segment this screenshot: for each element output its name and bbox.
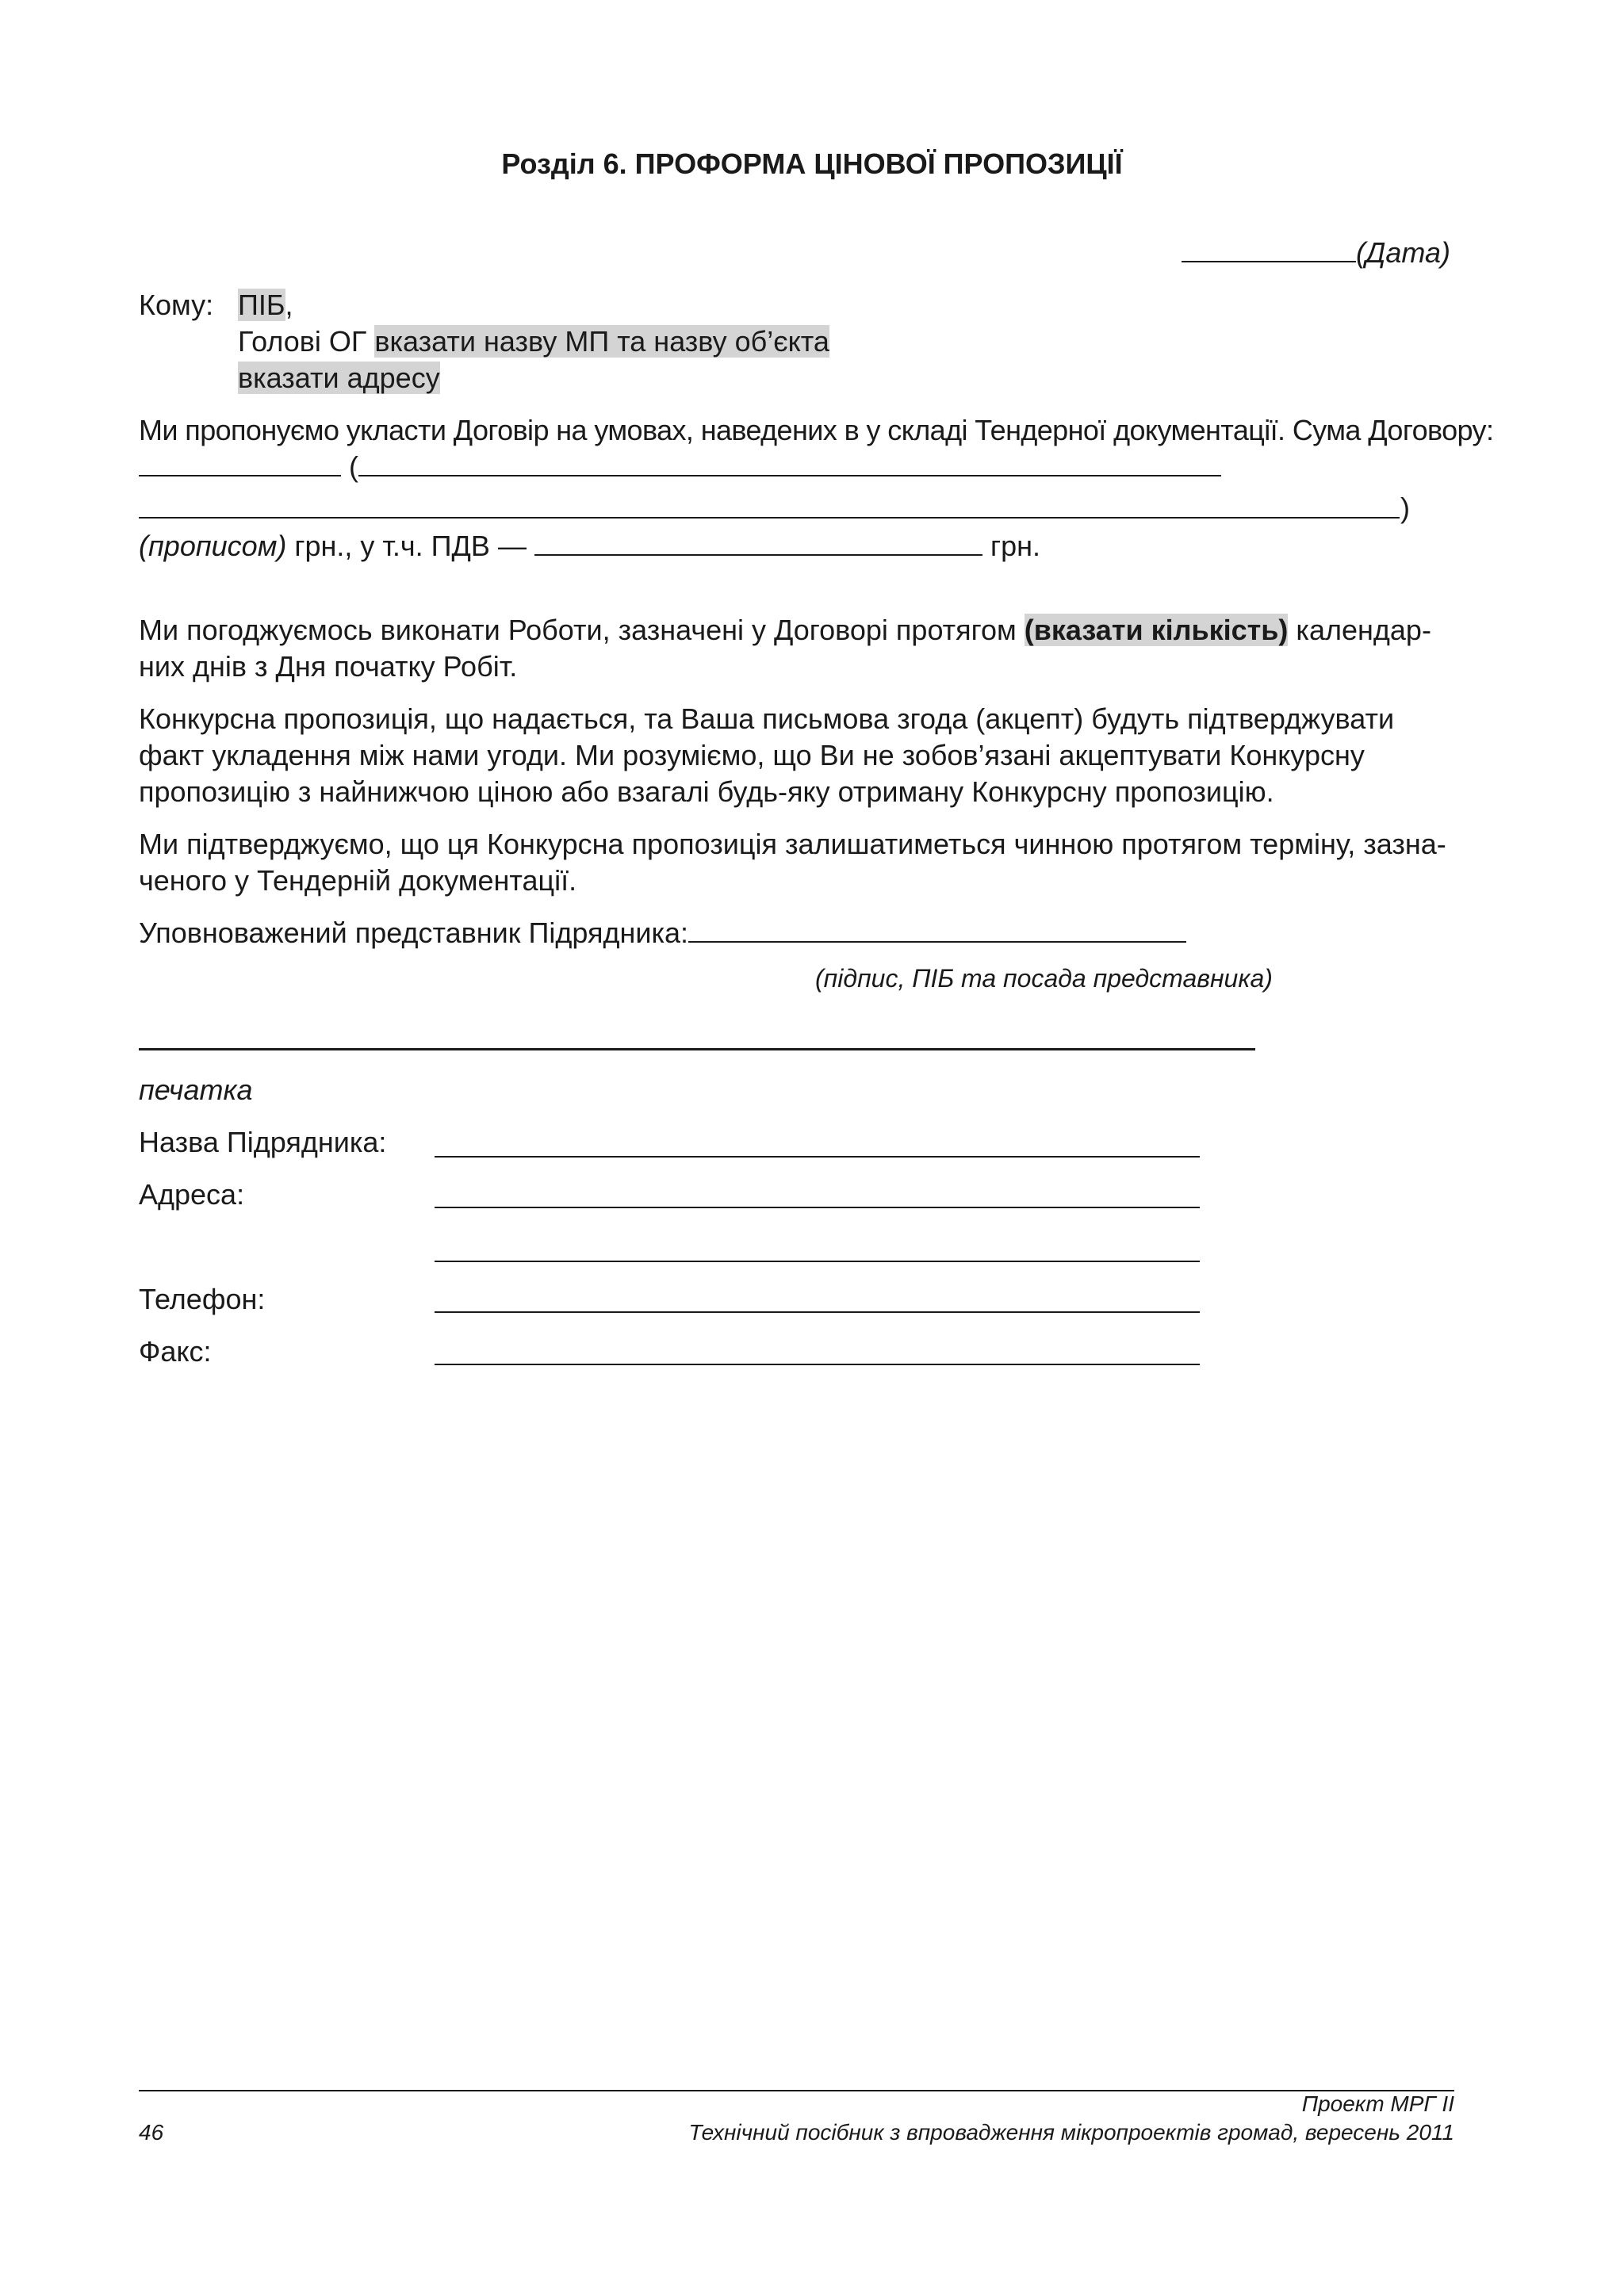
fax-blank[interactable] — [435, 1364, 1200, 1365]
vat-text: грн., у т.ч. ПДВ — — [286, 530, 534, 562]
sum-words-blank-2[interactable] — [139, 517, 1400, 519]
contractor-name-label: Назва Підрядника: — [139, 1126, 387, 1158]
sum-line-1 — [139, 449, 1221, 485]
duration-placeholder: (вказати кількість) — [1024, 614, 1289, 646]
words-label: (прописом) — [139, 530, 287, 562]
representative-line — [139, 915, 1186, 951]
paragraph-validity: Ми підтверджуємо, що ця Конкурсна пропозиція залишатиметься чинною протягом терміну, зазначеного у Тендерній документації. — [139, 828, 1446, 897]
name-placeholder: ПІБ — [238, 289, 285, 321]
paragraph-acceptance: Конкурсна пропозиція, що надається, та Ваша письмова згода (акцепт) будуть підтверджувати факт укладення між нами угоди. Ми розуміємо, що Ви не зобов’язані акцептувати Конкурсну пропозицію з найнижчою ціною або взагалі будь-яку отриману Конкурсну пропозицію. — [139, 702, 1395, 808]
sum-digits-blank[interactable] — [139, 451, 341, 476]
org-placeholder: вказати назву МП та назву об’єкта — [374, 325, 829, 358]
addressee-name-line — [238, 287, 293, 323]
close-paren: ) — [1400, 492, 1410, 524]
address-label: Адреса: — [139, 1178, 245, 1211]
footer-rule — [139, 2090, 1454, 2091]
name-suffix: , — [285, 289, 293, 321]
sum-line-3 — [139, 528, 1040, 564]
p1-before: Ми погоджуємось виконати Роботи, зазначені у Договорі протягом — [139, 614, 1025, 646]
vat-blank[interactable] — [534, 530, 982, 556]
addressee-address-line — [238, 360, 440, 396]
footer-title: Технічний посібник з впровадження мікропроектів громад, вересень 2011 — [688, 2120, 1454, 2145]
addressee-org-line — [238, 323, 829, 360]
representative-label: Уповноважений представник Підрядника: — [139, 916, 689, 949]
address-blank-1[interactable] — [435, 1207, 1200, 1208]
head-prefix: Голові ОГ — [238, 325, 375, 358]
address-blank-2[interactable] — [435, 1261, 1200, 1262]
footer-project: Проект МРГ ІІ — [1301, 2091, 1454, 2116]
p1-after: календарних днів з Дня початку Робіт. — [139, 614, 1431, 683]
representative-blank[interactable] — [688, 917, 1186, 943]
page-number: 46 — [139, 2120, 164, 2145]
to-label: Кому: — [139, 289, 214, 321]
sum-words-blank-1[interactable] — [358, 451, 1221, 476]
open-paren: ( — [349, 450, 359, 483]
currency-label: грн. — [982, 530, 1040, 562]
date-blank[interactable] — [1182, 237, 1356, 262]
contractor-name-blank[interactable] — [435, 1156, 1200, 1158]
stamp-label: печатка — [139, 1073, 253, 1106]
fax-label: Факс: — [139, 1335, 212, 1368]
date-label: (Дата) — [1356, 236, 1450, 269]
page-title: Розділ 6. ПРОФОРМА ЦІНОВОЇ ПРОПОЗИЦІЇ — [501, 147, 1123, 180]
phone-blank[interactable] — [435, 1311, 1200, 1313]
phone-label: Телефон: — [139, 1283, 266, 1315]
signature-caption: (підпис, ПІБ та посада представника) — [815, 964, 1273, 993]
address-placeholder: вказати адресу — [238, 362, 440, 394]
offer-text: Ми пропонуємо укласти Договір на умовах, наведених в у складі Тендерної документації. Сума Договору: — [139, 414, 1494, 446]
paragraph-duration — [139, 612, 1459, 685]
date-field — [1182, 235, 1450, 271]
signature-line[interactable] — [139, 1048, 1255, 1050]
